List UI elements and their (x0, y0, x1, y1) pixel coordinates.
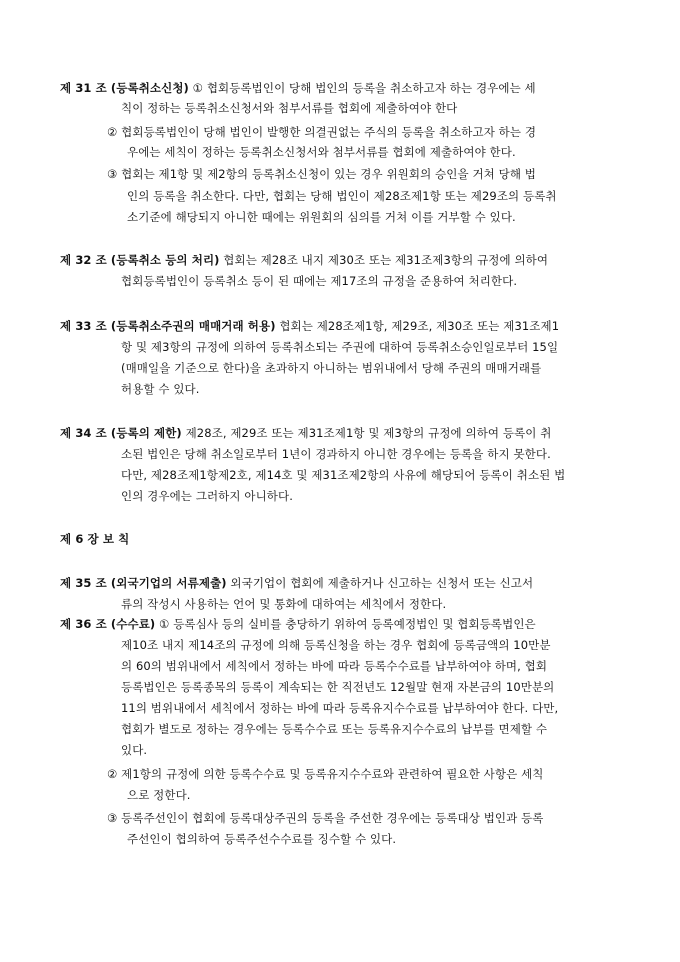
article-33-line-2: 항 및 제3항의 규정에 의하여 등록취소되는 주권에 대하여 등록취소승인일로부터 15일 (121, 340, 559, 354)
article-31-para-3-cont-2: 소기준에 해당되지 아니한 때에는 위원회의 심의를 거쳐 이를 거부할 수 있다. (127, 210, 516, 224)
article-31-para-2: ② 협회등록법인이 당해 법인이 발행한 의결권없는 주식의 등록을 취소하고자 하는 경 (107, 125, 537, 139)
article-34-heading: 제 34 조 (등록의 제한) (60, 426, 182, 440)
article-36-heading: 제 36 조 (수수료) (60, 617, 156, 631)
article-33-line-3: (매매일을 기준으로 한다)을 초과하지 아니하는 범위내에서 당해 주권의 매매거래를 (121, 361, 542, 375)
article-34-line-2: 소된 법인은 당해 취소일로부터 1년이 경과하지 아니한 경우에는 등록을 하지 못한다. (121, 447, 551, 461)
article-36-line-6: 협회가 별도로 정하는 경우에는 등록수수료 또는 등록유지수수료의 납부를 면제할 수 (121, 722, 548, 736)
article-31-line-1 (60, 80, 622, 96)
article-36-para-2: ② 제1항의 규정에 의한 등록수수료 및 등록유지수수료와 관련하여 필요한 사항은 세칙 (107, 767, 544, 781)
article-36-line-3: 의 60의 범위내에서 세칙에서 정하는 바에 따라 등록수수료를 납부하여야 하며, 협회 (121, 659, 548, 673)
article-32-text: 협회는 제28조 내지 제30조 또는 제31조제3항의 규정에 의하여 (223, 253, 549, 267)
article-34-line-1 (60, 425, 551, 441)
article-31-heading: 제 31 조 (등록취소신청) (60, 81, 189, 95)
article-35-text: 외국기업이 협회에 제출하거나 신고하는 신청서 또는 신고서 (230, 576, 534, 590)
article-32-line-1 (60, 252, 548, 268)
article-31-para-3-cont-1: 인의 등록을 취소한다. 다만, 협회는 당해 법인이 제28조제1항 또는 제29조의 등록취 (127, 189, 557, 203)
article-34-line-3: 다만, 제28조제1항제2호, 제14호 및 제31조제2항의 사유에 해당되어 등록이 취소된 법 (121, 468, 566, 482)
article-36-text: ① 등록심사 등의 실비를 충당하기 위하여 등록예정법인 및 협회등록법인은 (159, 617, 536, 631)
article-36-para-3: ③ 등록주선인이 협회에 등록대상주권의 등록을 주선한 경우에는 등록대상 법인과 등록 (107, 811, 544, 825)
article-35-line-1 (60, 575, 533, 591)
chapter-6-title: 제 6 장 보 칙 (60, 532, 130, 546)
article-36-line-4: 등록법인은 등록종목의 등록이 계속되는 한 직전년도 12월말 현재 자본금의 10만분의 (121, 680, 555, 694)
article-34-line-4: 인의 경우에는 그러하지 아니하다. (121, 489, 293, 503)
article-31-text: ① 협회등록법인이 당해 법인의 등록을 취소하고자 하는 경우에는 세 (192, 81, 536, 95)
article-36-line-2: 제10조 내지 제14조의 규정에 의해 등록신청을 하는 경우 협회에 등록금액의 10만분 (121, 638, 551, 652)
article-32-heading: 제 32 조 (등록취소 등의 처리) (60, 253, 220, 267)
article-31-para-3: ③ 협회는 제1항 및 제2항의 등록취소신청이 있는 경우 위원회의 승인을 거쳐 당해 법 (107, 167, 536, 181)
article-36-para-3-cont: 주선인이 협의하여 등록주선수수료를 징수할 수 있다. (127, 832, 397, 846)
article-33-line-1 (60, 318, 559, 334)
article-33-heading: 제 33 조 (등록취소주권의 매매거래 허용) (60, 319, 276, 333)
article-36-line-7: 있다. (121, 743, 148, 757)
article-33-text: 협회는 제28조제1항, 제29조, 제30조 또는 제31조제1 (279, 319, 560, 333)
article-31-line-2: 칙이 정하는 등록취소신청서와 첨부서류를 협회에 제출하여야 한다 (121, 101, 458, 115)
article-36-para-2-cont: 으로 정한다. (127, 788, 191, 802)
article-36-line-5: 11의 범위내에서 세칙에서 정하는 바에 따라 등록유지수수료를 납부하여야 한다. 다만, (121, 701, 559, 715)
article-35-heading: 제 35 조 (외국기업의 서류제출) (60, 576, 227, 590)
article-34-text: 제28조, 제29조 또는 제31조제1항 및 제3항의 규정에 의하여 등록이 취 (185, 426, 552, 440)
article-36-line-1 (60, 616, 536, 632)
article-35-line-2: 류의 작성시 사용하는 언어 및 통화에 대하여는 세칙에서 정한다. (121, 597, 447, 611)
article-33-line-4: 허용할 수 있다. (121, 382, 200, 396)
article-31-para-2-cont: 우에는 세칙이 정하는 등록취소신청서와 첨부서류를 협회에 제출하여야 한다. (127, 145, 516, 159)
article-32-line-2: 협회등록법인이 등록취소 등이 된 때에는 제17조의 규정을 준용하여 처리한다. (121, 274, 518, 288)
